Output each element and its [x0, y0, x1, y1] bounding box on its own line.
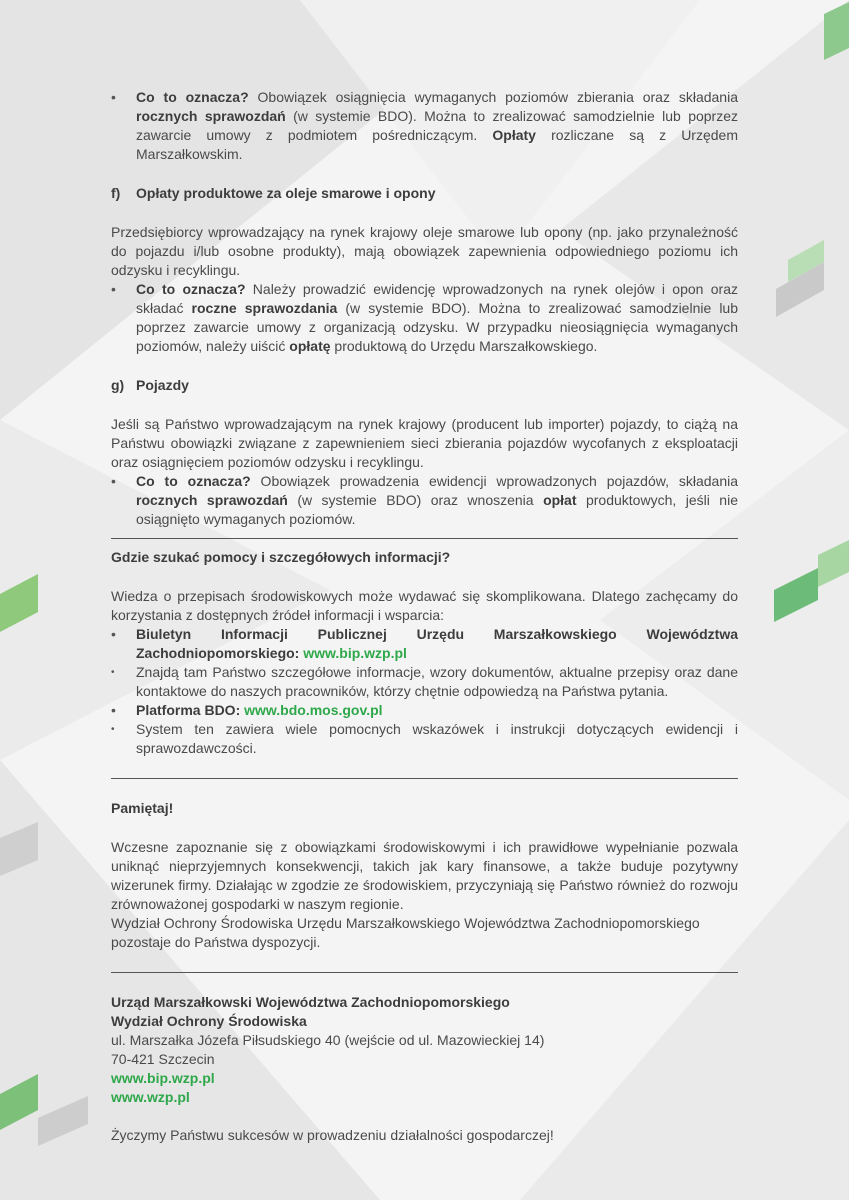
help-bdo-desc: • System ten zawiera wiele pomocnych wskazówek i instrukcji dotyczących ewidencji i sprawozdawczości. [111, 720, 738, 758]
section-f-intro: Przedsiębiorcy wprowadzający na rynek krajowy oleje smarowe lub opony (np. jako przynależność do pojazdu i/lub osobne produkty), mają obowiązek zapewnienia odpowiedniego poziomu ich odzysku i recyklingu. [111, 224, 738, 278]
section-g-intro: Jeśli są Państwo wprowadzającym na rynek krajowy (producent lub importer) pojazdy, to ciążą na Państwu obowiązki związane z zapewnieniem sieci zbierania pojazdów wycofanych z eksploatacji oraz osiągnięciem poziomów odzysku i recyklingu. [111, 416, 738, 470]
contact-link-wzp[interactable]: www.wzp.pl [111, 1089, 190, 1105]
section-f-bullet: • Co to oznacza? Należy prowadzić ewidencję wprowadzonych na rynek olejów i opon oraz składać roczne sprawozdania (w systemie BDO). Można to zrealizować samodzielnie lub poprzez zawarcie umowy z organizacją odzysku. W przypadku nieosiągnięcia wymaganych poziomów, należy uiścić opłatę produktową do Urzędu Marszałkowskiego. [111, 280, 738, 356]
section-g-heading: g) Pojazdy [111, 377, 189, 393]
help-bip-desc: • Znajdą tam Państwo szczegółowe informacje, wzory dokumentów, aktualne przepisy oraz dane kontaktowe do naszych pracowników, którzy chętnie odpowiedzą na Państwa pytania. [111, 663, 738, 701]
section-prev-bullet: • Co to oznacza? Obowiązek osiągnięcia wymaganych poziomów zbierania oraz składania rocznych sprawozdań (w systemie BDO). Można to zrealizować samodzielnie lub poprzez zawarcie umowy z podmiotem pośredniczącym. Opłaty rozliczane są z Urzędem Marszałkowskim. [111, 88, 738, 164]
help-intro: Wiedza o przepisach środowiskowych może wydawać się skomplikowana. Dlatego zachęcamy do korzystania z dostępnych źródeł informacji i wsparcia: [111, 588, 738, 623]
contact-dept: Wydział Ochrony Środowiska [111, 1013, 307, 1029]
section-g-bullet: • Co to oznacza? Obowiązek prowadzenia ewidencji wprowadzonych pojazdów, składania rocznych sprawozdań (w systemie BDO) oraz wnoszenia opłat produktowych, jeśli nie osiągnięto wymaganych poziomów. [111, 472, 738, 529]
remember-text: Wczesne zapoznanie się z obowiązkami środowiskowymi i ich prawidłowe wypełnianie pozwala uniknąć nieprzyjemnych konsekwencji, takich jak kary finansowe, a także buduje pozytywny wizerunek firmy. Działając w zgodzie ze środowiskiem, przyczyniają się Państwo również do rozwoju zrównoważonej gospodarki w naszym regionie. [111, 839, 738, 912]
closing-text: Życzymy Państwu sukcesów w prowadzeniu działalności gospodarczej! [111, 1127, 554, 1143]
contact-address: ul. Marszałka Józefa Piłsudskiego 40 (wejście od ul. Mazowieckiej 14) [111, 1032, 545, 1048]
section-f-heading: f) Opłaty produktowe za oleje smarowe i opony [111, 185, 436, 201]
bip-link[interactable]: www.bip.wzp.pl [303, 645, 407, 661]
remember-text-2: Wydział Ochrony Środowiska Urzędu Marszałkowskiego Województwa Zachodniopomorskiego pozostaje do Państwa dyspozycji. [111, 915, 700, 950]
help-bip-item: • Biuletyn Informacji Publicznej Urzędu Marszałkowskiego Województwa Zachodniopomorskiego: www.bip.wzp.pl [111, 625, 738, 663]
bdo-link[interactable]: www.bdo.mos.gov.pl [244, 702, 383, 718]
help-bdo-item: • Platforma BDO: www.bdo.mos.gov.pl [111, 701, 738, 720]
page-content [111, 88, 738, 1145]
contact-org: Urząd Marszałkowski Województwa Zachodniopomorskiego [111, 994, 510, 1010]
contact-link-bip[interactable]: www.bip.wzp.pl [111, 1070, 215, 1086]
remember-heading: Pamiętaj! [111, 800, 174, 816]
help-heading: Gdzie szukać pomocy i szczegółowych informacji? [111, 549, 451, 565]
contact-city: 70-421 Szczecin [111, 1051, 215, 1067]
